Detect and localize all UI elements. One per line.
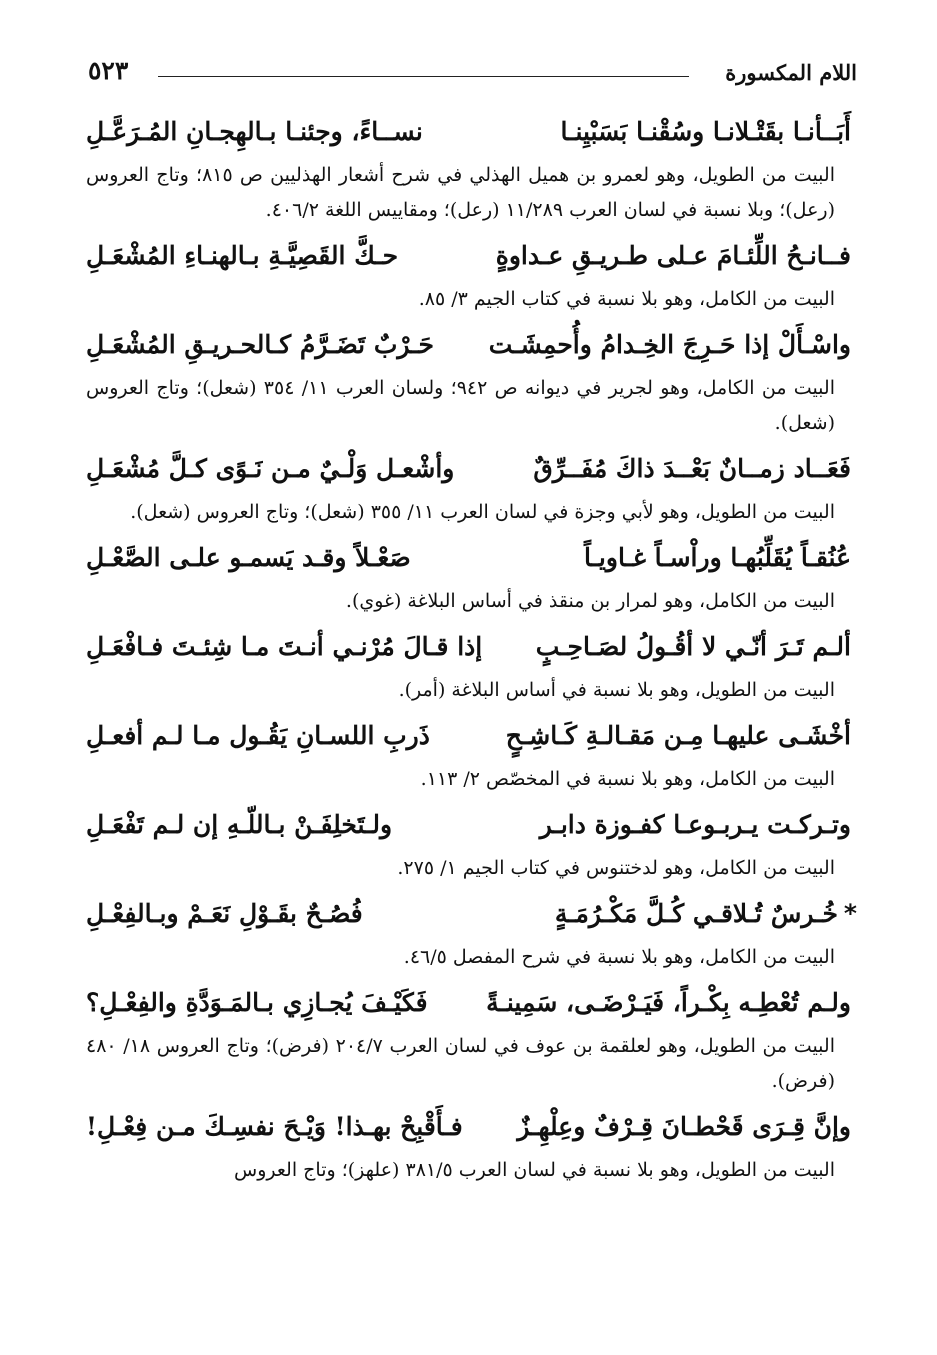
verse-entry [86,621,857,708]
page-header [88,56,857,96]
verse-note: البيت من الطويل، وهو لعمرو بن هميل الهذلي في شرح أشعار الهذليين ص ٨١٥؛ وتاج العروس (رعل)؛ وبلا نسبة في لسان العرب ١١/٢٨٩ (رعل)؛ ومقاييس اللغة ٤٠٦/٢. [86,164,835,221]
verse-first-hemistich-text: أَبَــأنـا بقَتْـلانـا وسُقْنـا بَسَبْيِنـا [560,117,851,146]
verse-note: البيت من الكامل، وهو بلا نسبة في كتاب الجيم ٣/ ٨٥. [418,288,835,310]
verse-first-hemistich-text: ألـم تَـرَ أنّـي لا أقُـولُ لصَـاحِـبٍ [535,632,851,661]
verse-line [86,319,857,371]
verse-second-hemistich: إذا قـالَ مُرْنـي أنـتَ مـا شِئـتَ فـافْعَـلِ [86,632,483,661]
verse-line [86,443,857,495]
verse-first-hemistich [540,799,857,851]
verse-second-hemistich: ولـتَخلِفَـنْ بـاللّـهِ إن لـم تَفْعَـلِ [86,810,393,839]
verse-entry [86,1101,857,1188]
verse-first-hemistich [584,532,857,584]
verse-first-hemistich-text: فــانـحُ اللِّئـامَ عـلى طـريـقِ عـداوةٍ [495,241,851,270]
page-body [86,106,857,1190]
verse-first-hemistich [489,319,857,371]
verse-note: البيت من الطويل، وهو بلا نسبة في لسان العرب ٣٨١/٥ (علهز)؛ وتاج العروس [234,1159,835,1181]
verse-first-hemistich-text: وتـركـت يـربـوعـا كفـوزة دابـر [539,810,851,839]
verse-first-hemistich [486,977,857,1029]
verse-entry [86,319,857,441]
verse-entry [86,710,857,797]
verse-second-hemistich: ذَربِ اللسـانِ يَقُـول مـا لـم أفعـلِ [86,721,430,750]
verse-second-hemistich: فـأَقْبِحْ بهـذا! وَيْـحَ نفسِـكَ مـن فِعْـلِ! [86,1112,463,1141]
verse-note: البيت من الطويل، وهو لعلقمة بن عوف في لسان العرب ٢٠٤/٧ (فرض)؛ وتاج العروس ١٨/ ٤٨٠ (فرض). [86,1035,835,1092]
verse-entry [86,443,857,530]
verse-second-hemistich: صَعْـلاً وقـد يَسمـو علـى الصَّعْـلِ [86,543,411,572]
verse-first-hemistich-text: خُـرسٌ تُـلاقـي كُـلَّ مَكْـرُمَـةٍ [554,899,838,928]
verse-line [86,799,857,851]
verse-line [86,888,857,940]
verse-entry [86,888,857,975]
verse-second-hemistich: وأشْعـل وَلْـيٌ مـن نَـوًى كـلَّ مُشْعَـلِ [86,454,455,483]
verse-note: البيت من الطويل، وهو بلا نسبة في أساس البلاغة (أمر). [398,679,835,701]
verse-first-hemistich [561,106,857,158]
verse-second-hemistich: فَكَيْـفَ يُجـازِي بـالمَـوَدَّةِ والفِعْـلِ؟ [86,988,428,1017]
verse-first-hemistich [555,888,857,940]
verse-line [86,532,857,584]
page-number: ٥٢٣ [88,56,129,85]
verse-note: البيت من الكامل، وهو بلا نسبة في المخصّص ٢/ ١١٣. [420,768,835,790]
verse-line [86,710,857,762]
verse-line [86,977,857,1029]
verse-first-hemistich [536,621,857,673]
verse-first-hemistich-text: ولـم تُعْطِـه بِكْـراً، فَيَـرْضَـى، سَمِينـةً [486,988,851,1017]
verse-first-hemistich [506,710,857,762]
verse-line [86,106,857,158]
verse-second-hemistich: فُصُـحٌ بقَـوْلِ نَعَـمْ وبـالفِعْـلِ [86,899,363,928]
verse-second-hemistich: نســاءً، وجئنـا بـالهِجـانِ المُـرَعَّـلِ [86,117,423,146]
verse-first-hemistich-text: وإنَّ قِـرَى قَحْطـانَ قِـرْفٌ وعِلْهِـزٌ [517,1112,851,1141]
verse-entry [86,532,857,619]
verse-line [86,230,857,282]
verse-line [86,1101,857,1153]
verse-first-hemistich-text: أخْشَـى عليهـا مِـن مَقـالـةِ كَـاشِـحٍ [505,721,851,750]
verse-first-hemistich [517,1101,857,1153]
verse-first-hemistich-text: عُنُقـاً يُقَلِّبُهـا وراْسـاً غـاويـاً [583,543,851,572]
verse-marker: * [843,899,857,928]
verse-note: البيت من الكامل، وهو لدختنوس في كتاب الجيم ١/ ٢٧٥. [397,857,835,879]
verse-entry [86,977,857,1099]
verse-first-hemistich [533,443,857,495]
verse-note: البيت من الكامل، وهو لمرار بن منقذ في أساس البلاغة (غوي). [345,590,835,612]
verse-first-hemistich [496,230,857,282]
verse-line [86,621,857,673]
header-rule [158,76,689,77]
verse-second-hemistich: حـكَّ القَصِيَّـةِ بـالهنـاءِ المُشْعَـلِ [86,241,399,270]
verse-entry [86,799,857,886]
verse-note: البيت من الطويل، وهو لأبي وجزة في لسان العرب ١١/ ٣٥٥ (شعل)؛ وتاج العروس (شعل). [130,501,835,523]
verse-entry [86,230,857,317]
running-title: اللام المكسورة [725,60,857,85]
verse-second-hemistich: حَـرْبٌ تَضَـرَّمُ كـالحـريـقِ المُشْعَـلِ [86,330,434,359]
verse-note: البيت من الكامل، وهو بلا نسبة في شرح المفصل ٤٦/٥. [403,946,835,968]
verse-first-hemistich-text: فَعَــاد زمــانٌ بَعْــدَ ذاكَ مُفَــرِّقٌ [533,454,851,483]
verse-entry [86,106,857,228]
verse-note: البيت من الكامل، وهو لجرير في ديوانه ص ٩٤٢؛ ولسان العرب ١١/ ٣٥٤ (شعل)؛ وتاج العروس (شعل). [86,377,835,434]
verse-first-hemistich-text: واسْـأَلْ إذا حَـرِجَ الخِـدامُ وأُحمِشَـت [488,330,851,359]
